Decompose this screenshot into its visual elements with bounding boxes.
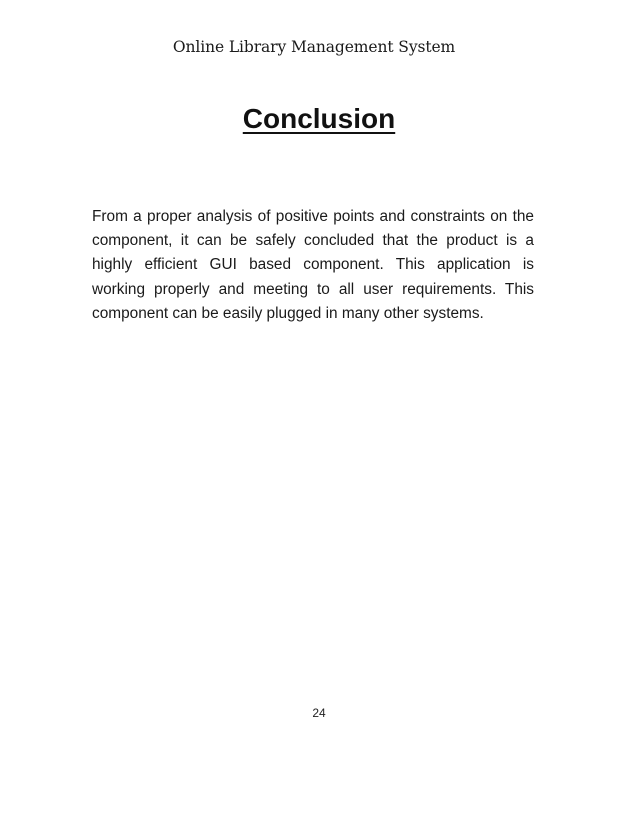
conclusion-paragraph: From a proper analysis of positive points and constraints on the component, it can be safely concluded that the product is a highly efficient GUI based component. This application is working properly and meeting to all user requirements. This component can be easily plugged in many other systems. (92, 208, 534, 322)
page-number: 24 (312, 706, 326, 720)
page-title: Conclusion (242, 103, 396, 134)
running-header: Online Library Management System (172, 38, 456, 56)
